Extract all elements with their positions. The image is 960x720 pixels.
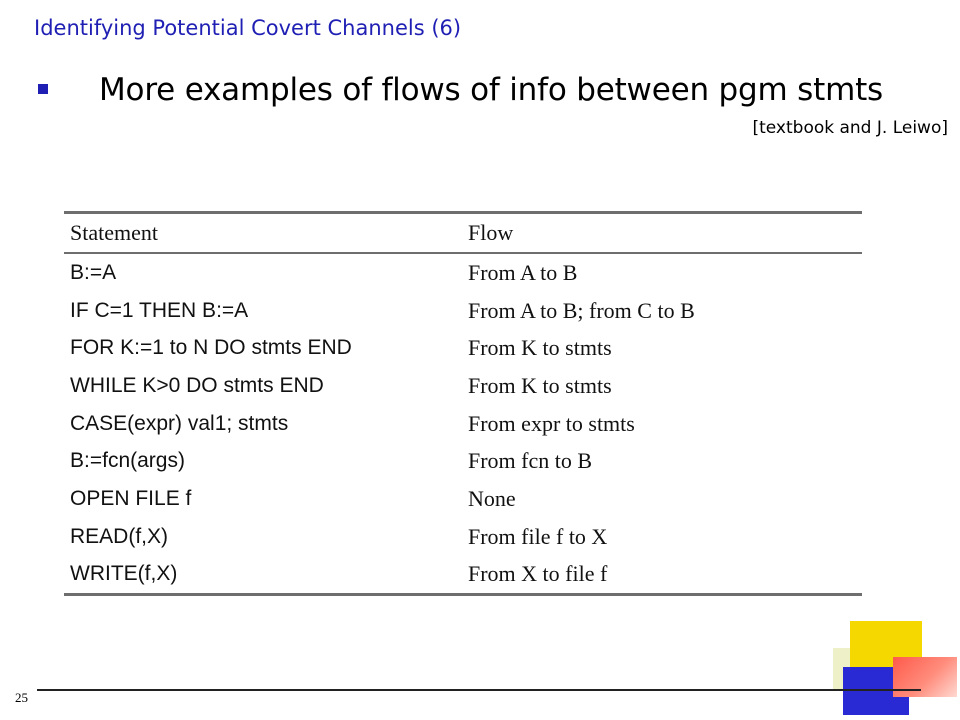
table-header-row [64, 214, 862, 252]
statement-cell: FOR K:=1 to N DO stmts END [70, 336, 352, 360]
statement-cell: B:=fcn(args) [70, 449, 185, 473]
table-body [64, 254, 862, 593]
flow-cell: From K to stmts [468, 372, 612, 398]
flow-cell: From file f to X [468, 523, 608, 549]
flow-cell: From A to B [468, 259, 578, 285]
table-row [64, 480, 862, 518]
decorative-block-red [893, 657, 957, 697]
statement-cell: CASE(expr) val1; stmts [70, 411, 289, 435]
table-row [64, 405, 862, 443]
flow-cell: None [468, 485, 516, 511]
page-number: 25 [15, 690, 28, 705]
table-row [64, 367, 862, 405]
flow-table [64, 211, 862, 596]
table-bottom-rule [64, 593, 862, 596]
bullet-text: More examples of flows of info between pgm stmts [99, 72, 883, 108]
table-row [64, 442, 862, 480]
header-statement: Statement [70, 220, 158, 245]
table-row [64, 329, 862, 367]
flow-cell: From A to B; from C to B [468, 297, 695, 323]
slide-title: Identifying Potential Covert Channels (6) [34, 16, 462, 40]
bullet-marker [38, 84, 48, 94]
statement-cell: IF C=1 THEN B:=A [70, 298, 249, 322]
flow-cell: From fcn to B [468, 448, 593, 474]
statement-cell: READ(f,X) [70, 524, 169, 548]
statement-cell: OPEN FILE f [70, 486, 192, 510]
source-citation: [textbook and J. Leiwo] [752, 118, 948, 138]
statement-cell: WRITE(f,X) [70, 562, 178, 586]
flow-cell: From K to stmts [468, 335, 612, 361]
footer-rule [37, 689, 921, 691]
table-row [64, 518, 862, 556]
statement-cell: B:=A [70, 260, 117, 284]
table-row [64, 556, 862, 594]
table-row [64, 254, 862, 292]
statement-cell: WHILE K>0 DO stmts END [70, 373, 324, 397]
header-flow: Flow [468, 220, 514, 245]
flow-cell: From X to file f [468, 561, 608, 587]
table-row [64, 292, 862, 330]
flow-cell: From expr to stmts [468, 410, 635, 436]
